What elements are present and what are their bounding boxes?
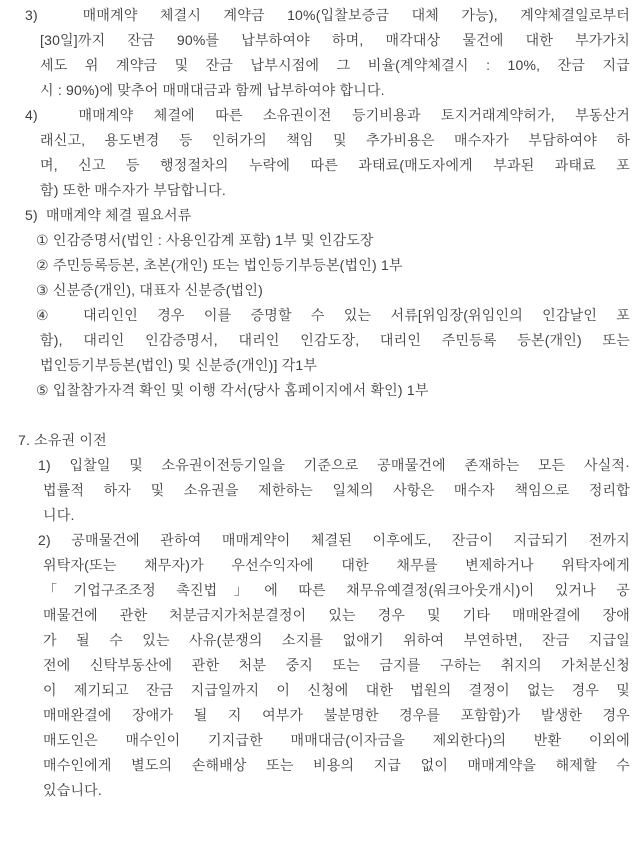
sub-list-item-② bbox=[0, 253, 630, 278]
text-line-with-marker: 5) 매매계약 체결 필요서류 bbox=[25, 207, 192, 223]
text-line: 함), 대리인 인감증명서, 대리인 인감도장, 대리인 주민등록 등본(개인) 또는 bbox=[40, 332, 630, 348]
text-line-with-marker: ② 주민등록등본, 초본(개인) 또는 법인등기부등본(법인) 1부 bbox=[36, 257, 403, 273]
text-line: 며, 신고 등 행정절차의 누락에 따른 과태료(매도자에게 부과된 과태료 포 bbox=[40, 157, 630, 173]
text-line-with-marker: 2) 공매물건에 관하여 매매계약이 체결된 이후에도, 잔금이 지급되기 전까지 bbox=[38, 532, 630, 548]
text-line: 법률적 하자 및 소유권을 제한하는 일체의 사항은 매수자 책임으로 정리합 bbox=[43, 482, 630, 498]
list-item-2 bbox=[0, 528, 630, 803]
text-line: 니다. bbox=[43, 507, 75, 523]
text-line: 매수인에게 별도의 손해배상 또는 비용의 지급 없이 매매계약을 해제할 수 bbox=[43, 757, 630, 773]
text-line: 시 : 90%)에 맞추어 매매대금과 함께 납부하여야 합니다. bbox=[40, 82, 385, 98]
text-line: [30일]까지 잔금 90%를 납부하여야 하며, 매각대상 물건에 대한 부가가치 bbox=[40, 32, 630, 48]
text-line: 가 될 수 있는 사유(분쟁의 소지를 없애기 위하여 부연하면, 잔금 지급일 bbox=[43, 632, 630, 648]
text-line: 매매완결에 장애가 될 지 여부가 불분명한 경우를 포함함)가 발생한 경우 bbox=[43, 707, 630, 723]
text-line: 전에 신탁부동산에 관한 처분 중지 또는 금지를 구하는 취지의 가처분신청 bbox=[43, 657, 630, 673]
text-line: 래신고, 용도변경 등 인허가의 책임 및 추가비용은 매수자가 부담하여야 하 bbox=[40, 132, 630, 148]
list-item-4 bbox=[0, 103, 630, 203]
text-line: 매도인은 매수인이 기지급한 매매대금(이자금을 제외한다)의 반환 이외에 bbox=[43, 732, 630, 748]
sub-list-item-④ bbox=[0, 303, 630, 378]
list-item-3 bbox=[0, 3, 630, 103]
sub-list-item-⑤ bbox=[0, 378, 630, 403]
list-item-5 bbox=[0, 203, 630, 228]
text-line: 세도 위 계약금 및 잔금 납부시점에 그 비율(계약체결시 : 10%, 잔금 지급 bbox=[40, 57, 630, 73]
text-line-with-marker: 1) 입찰일 및 소유권이전등기일을 기준으로 공매물건에 존재하는 모든 사실적· bbox=[38, 457, 630, 473]
text-line-with-marker: ③ 신분증(개인), 대표자 신분증(법인) bbox=[36, 282, 263, 298]
section-heading-7 bbox=[0, 428, 630, 453]
list-item-1 bbox=[0, 453, 630, 528]
sub-list-item-③ bbox=[0, 278, 630, 303]
text-line: 「기업구조조정 촉진법」에 따른 채무유예결정(워크아웃개시)이 있거나 공 bbox=[43, 582, 630, 598]
text-line-with-marker: 4) 매매계약 체결에 따른 소유권이전 등기비용과 토지거래계약허가, 부동산거 bbox=[25, 107, 630, 123]
text-line-with-marker: ① 인감증명서(법인 : 사용인감계 포함) 1부 및 인감도장 bbox=[36, 232, 374, 248]
sub-list-item-① bbox=[0, 228, 630, 253]
text-line-with-marker: ④ 대리인인 경우 이를 증명할 수 있는 서류[위임장(위임인의 인감날인 포 bbox=[36, 307, 630, 323]
text-line-with-marker: 3) 매매계약 체결시 계약금 10%(입찰보증금 대체 가능), 계약체결일로부터 bbox=[25, 7, 630, 23]
text-line-with-marker: 7. 소유권 이전 bbox=[18, 432, 107, 448]
text-line: 이 제기되고 잔금 지급일까지 이 신청에 대한 법원의 결정이 없는 경우 및 bbox=[43, 682, 630, 698]
text-line: 위탁자(또는 채무자)가 우선수익자에 대한 채무를 변제하거나 위탁자에게 bbox=[43, 557, 630, 573]
text-line: 매물건에 관한 처분금지가처분결정이 있는 경우 및 기타 매매완결에 장애 bbox=[43, 607, 630, 623]
text-line: 법인등기부등본(법인) 및 신분증(개인)] 각1부 bbox=[40, 357, 318, 373]
text-line: 함) 또한 매수자가 부담합니다. bbox=[40, 182, 226, 198]
text-line-with-marker: ⑤ 입찰참가자격 확인 및 이행 각서(당사 홈페이지에서 확인) 1부 bbox=[36, 382, 429, 398]
text-line: 있습니다. bbox=[43, 782, 102, 798]
